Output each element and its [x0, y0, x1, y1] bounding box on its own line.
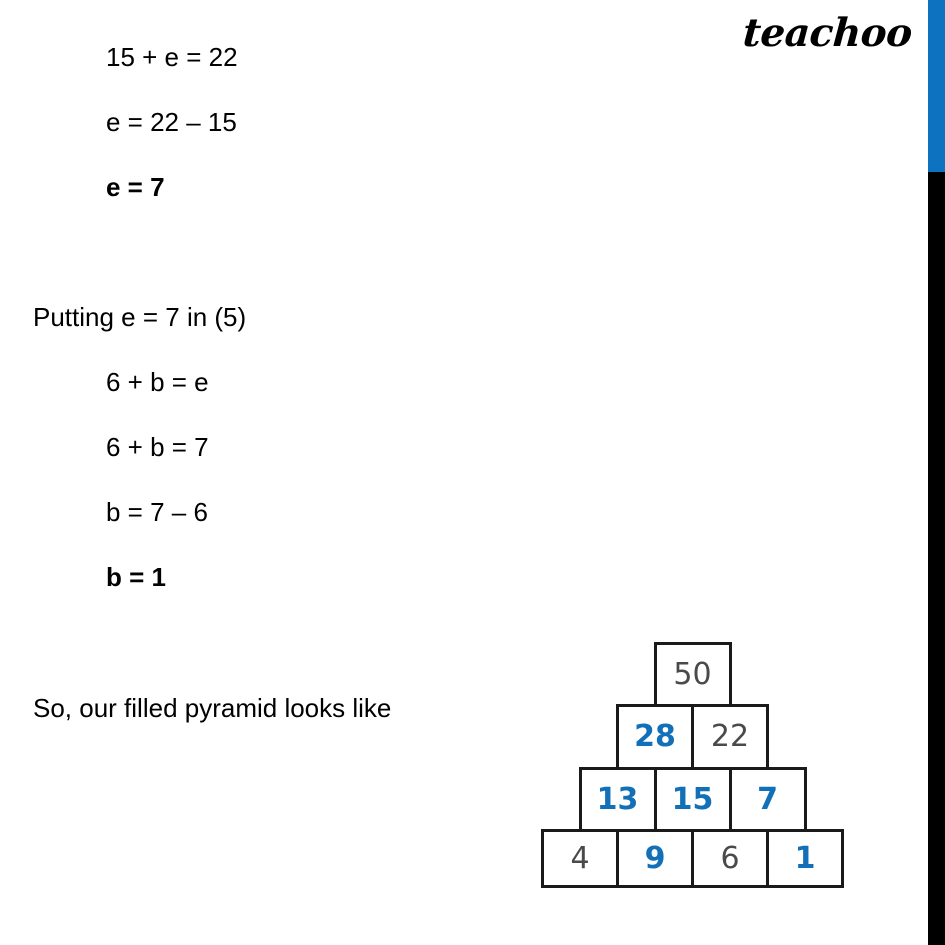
solution-line: e = 22 – 15	[106, 107, 237, 137]
pyramid-cell: 9	[616, 829, 694, 888]
solution-line: 6 + b = 7	[106, 432, 209, 462]
pyramid-cell: 1	[766, 829, 844, 888]
solution-line-result: b = 1	[106, 562, 166, 592]
pyramid-row-top	[537, 642, 848, 707]
pyramid-cell: 7	[729, 767, 807, 832]
solution-line-result: e = 7	[106, 172, 165, 202]
teachoo-logo: teachoo	[741, 10, 914, 56]
solution-line: b = 7 – 6	[106, 497, 208, 527]
right-edge-accent-bar-black	[928, 172, 945, 945]
pyramid-cell: 13	[579, 767, 657, 832]
solution-line-substitution: Putting e = 7 in (5)	[33, 302, 247, 332]
solution-line: 6 + b = e	[106, 367, 209, 397]
solution-line: 15 + e = 22	[106, 42, 238, 72]
pyramid-cell: 4	[541, 829, 619, 888]
number-pyramid-diagram	[537, 642, 848, 888]
pyramid-cell: 28	[616, 704, 694, 770]
pyramid-row-third	[537, 767, 848, 832]
solution-conclusion-text: So, our filled pyramid looks like	[33, 693, 392, 723]
pyramid-cell: 22	[691, 704, 769, 770]
pyramid-cell: 6	[691, 829, 769, 888]
pyramid-row-base	[537, 829, 848, 888]
right-edge-accent-bar-blue	[928, 0, 945, 172]
pyramid-row-second	[537, 704, 848, 770]
pyramid-cell: 50	[654, 642, 732, 707]
pyramid-cell: 15	[654, 767, 732, 832]
